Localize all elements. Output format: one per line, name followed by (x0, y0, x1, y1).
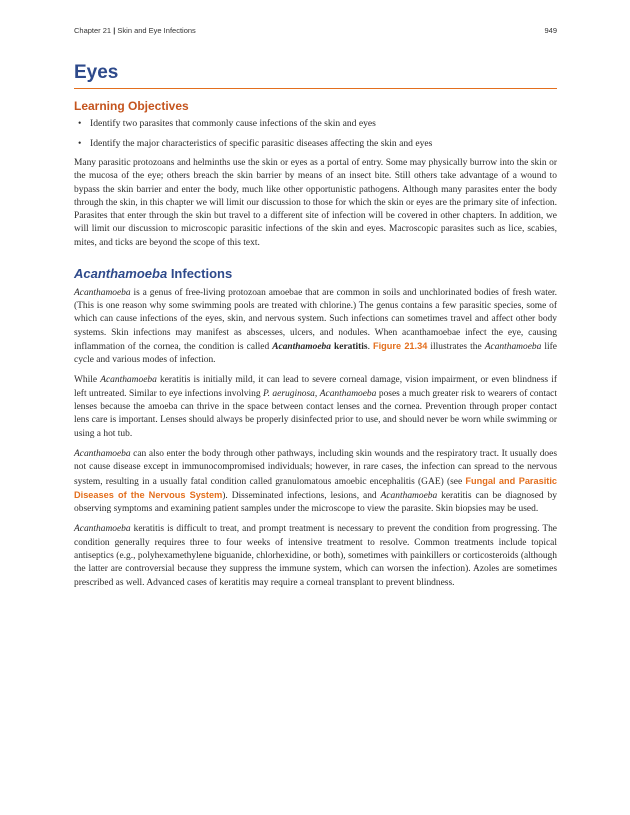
genus-name: Acanthamoeba (380, 490, 438, 501)
running-head-chapter (74, 26, 196, 35)
text-span: can also enter the body through other pathways, including skin wounds and the respiratory tract. It usually does not cause disease except in immunocompromised individuals; however, in rare cases, the infection can spread to the nervous system, resulting in a usually fatal condition called granulomatous amoebic encephalitis (GAE) (see (74, 448, 557, 487)
paragraph-acanthamoeba-intro (74, 287, 557, 368)
genus-name: Acanthamoeba (74, 448, 131, 459)
text-span: poses a much greater risk to wearers of contact lenses because the amoeba can thrive in the space between contact lenses and the cornea. Prevention through proper contact lens care is important. Lenses should always be properly disinfected prior to use, and should never be worn while swimming or using a hot tub. (74, 388, 557, 439)
page-content (74, 99, 557, 597)
text-span: life cycle and various modes of infection. (74, 341, 557, 366)
text-span: While (74, 375, 101, 386)
key-term (272, 342, 367, 352)
text-span: keratitis is difficult to treat, and prompt treatment is necessary to prevent the condition from progressing. The condition generally requires three to four weeks of intensive treatment to resolve. Common treatments include topical antiseptics (e.g., polyhexamethylene biguanide, chlorhexidine, or both), sometimes with painkillers or corticosteroids (although the latter are controversial because they suppress the immune system, which can worsen the infection). Azoles are sometimes prescribed as well. Advanced cases of keratitis may require a corneal transplant to prevent blindness. (74, 524, 557, 588)
subsection-title-rest: Infections (167, 266, 233, 282)
nervous-system-link[interactable]: Fungal and Parasitic Diseases of the Nervous System (74, 475, 557, 500)
species-name: P. aeruginosa (263, 388, 315, 399)
subsection-title (74, 266, 557, 282)
genus-name: Acanthamoeba (74, 287, 131, 298)
intro-paragraph: Many parasitic protozoans and helminths use the skin or eyes as a portal of entry. Some may physically burrow into the skin or the mucosa of the eye; others breach the skin barrier by means of an insect bite. Still others take advantage of a wound to bypass the skin barrier and enter the body, much like other opportunistic pathogens. Although many parasites enter the body through the skin, in this chapter we will limit our discussion to those for which the skin or eyes are the primary site of infection. Parasites that enter through the skin but travel to a different site of infection will be covered in other chapters. In addition, we will limit our discussion to microscopic parasitic infections of the skin and eyes. Macroscopic parasites such as lice, scabies, mites, and ticks are beyond the scope of this text. (74, 158, 557, 248)
page-number: 949 (544, 26, 557, 35)
running-head-separator: | (113, 26, 116, 35)
paragraph-other-pathways (74, 448, 557, 516)
chapter-label: Chapter 21 (74, 26, 112, 35)
chapter-title: Skin and Eye Infections (117, 26, 196, 35)
paragraph-treatment (74, 523, 557, 589)
learning-objectives-list (74, 117, 557, 150)
figure-link[interactable]: Figure 21.34 (373, 340, 428, 351)
text-span: , (314, 388, 320, 399)
genus-name: Acanthamoeba (319, 388, 377, 399)
key-term-rest: keratitis (330, 341, 368, 352)
key-term-genus: Acanthamoeba (272, 341, 331, 352)
text-span: . (367, 341, 373, 352)
genus-name: Acanthamoeba (100, 375, 157, 386)
genus-name: Acanthamoeba (74, 524, 131, 535)
text-span: is a genus of free-living protozoan amoebae that are common in soils and unchlorinated bodies of fresh water. (This is one reason why some swimming pools are treated with chlorine.) The genus contains a few parasitic species, some of which can cause infections of the eyes, skin, and nervous system. Such infections can sometimes travel and affect other body systems. Skin infections may manifest as abscesses, ulcers, and nodules. When acanthamoebae infect the eye, causing inflammation of the cornea, the condition is called (74, 287, 557, 352)
section-title: Eyes (74, 62, 557, 89)
paragraph-keratitis (74, 374, 557, 440)
text-span: ). Disseminated infections, lesions, and (222, 490, 381, 501)
list-item: • Identify the major characteristics of specific parasitic diseases affecting the skin and eyes (90, 137, 557, 150)
subsection-title-genus: Acanthamoeba (74, 266, 168, 282)
list-item: • Identify two parasites that commonly cause infections of the skin and eyes (90, 117, 557, 130)
text-span: keratitis is initially mild, it can lead to severe corneal damage, vision impairment, or even blindness if left untreated. Similar to eye infections involving (74, 375, 557, 399)
genus-name: Acanthamoeba (484, 341, 542, 352)
text-span: illustrates the (427, 341, 485, 352)
running-head (74, 26, 557, 35)
learning-objectives-heading: Learning Objectives (74, 99, 189, 113)
text-span: keratitis can be diagnosed by observing symptoms and examining patient samples under the microscope to view the parasite. Skin biopsies may be used. (74, 490, 557, 515)
